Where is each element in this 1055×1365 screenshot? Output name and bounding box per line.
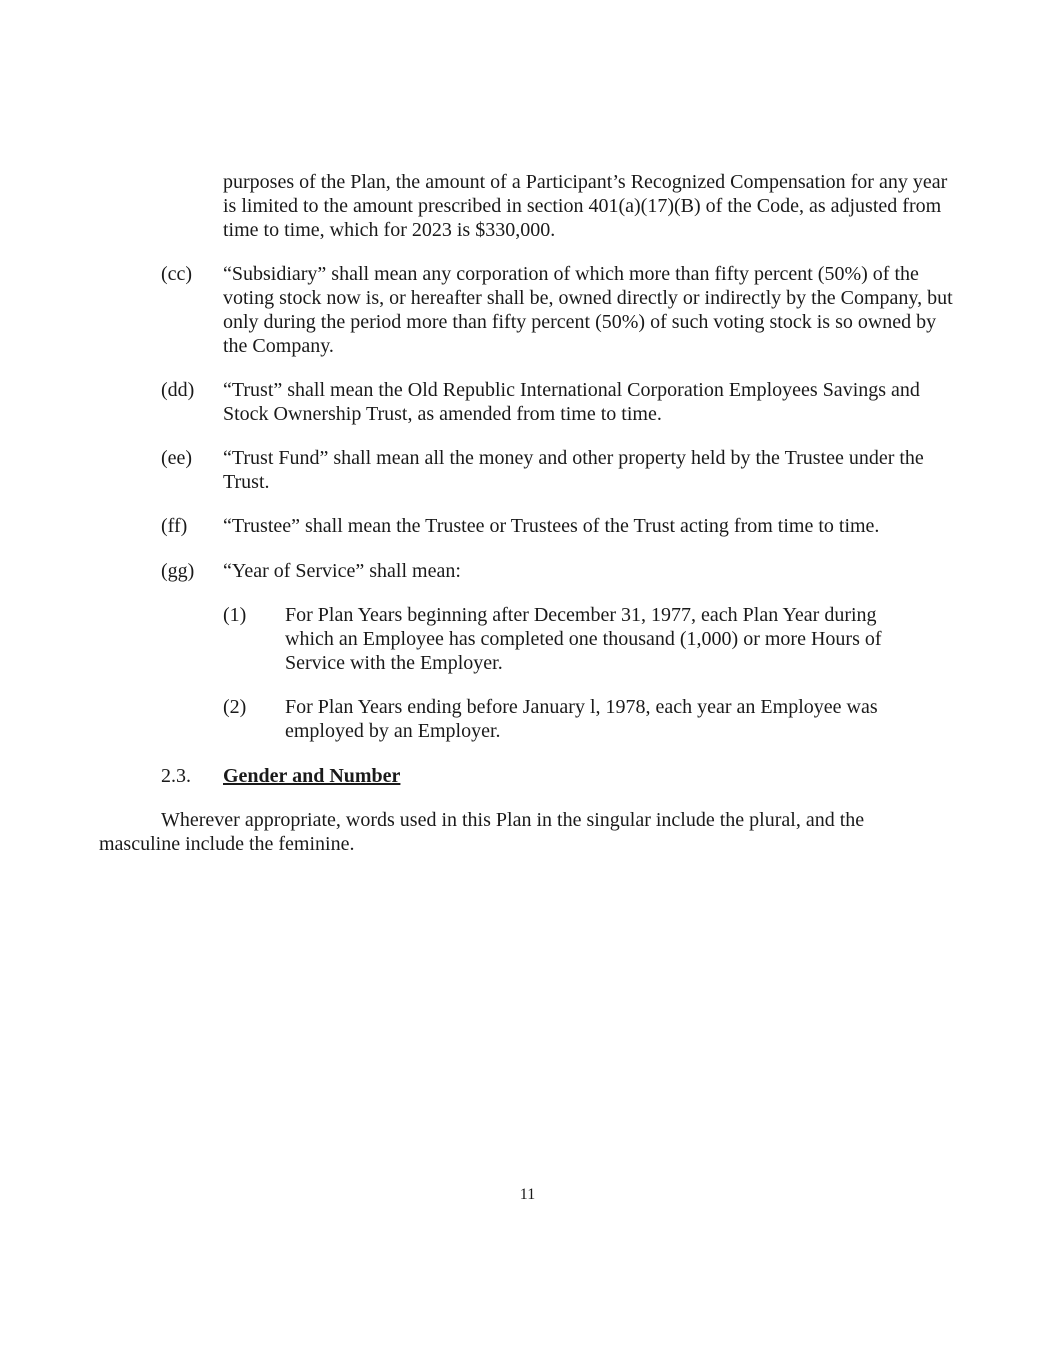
definition-label: (cc) <box>161 263 193 285</box>
sub-item-label: (1) <box>223 604 247 626</box>
section-body: Wherever appropriate, words used in this Plan in the singular include the plural, and the masculine include the feminine. <box>99 809 865 855</box>
continuation-paragraph: purposes of the Plan, the amount of a Participant’s Recognized Compensation for any year is limited to the amount prescribed in section 401(a)(17)(B) of the Code, as adjusted from time to time, which for 2023 is $330,000. <box>223 171 948 241</box>
definition-text: “Trust” shall mean the Old Republic International Corporation Employees Savings and Stock Ownership Trust, as amended from time to time. <box>223 379 920 425</box>
sub-item-label: (2) <box>223 696 247 718</box>
definition-text: “Trust Fund” shall mean all the money and other property held by the Trustee under the Trust. <box>223 447 924 493</box>
section-title: Gender and Number <box>223 765 401 787</box>
definition-label: (ee) <box>161 447 193 469</box>
page-number: 11 <box>519 1186 536 1203</box>
definition-text: “Subsidiary” shall mean any corporation of which more than fifty percent (50%) of the voting stock now is, or hereafter shall be, owned directly or indirectly by the Company, but only during the period more than fifty percent (50%) of such voting stock is so owned by the Company. <box>223 263 953 357</box>
section-number: 2.3. <box>161 765 191 787</box>
definition-text: “Year of Service” shall mean: <box>223 560 461 582</box>
sub-item-text: For Plan Years ending before January l, 1978, each year an Employee was employed by an Employer. <box>285 696 878 742</box>
definition-label: (dd) <box>161 379 195 401</box>
definition-label: (gg) <box>161 560 195 582</box>
definition-text: “Trustee” shall mean the Trustee or Trustees of the Trust acting from time to time. <box>223 515 880 537</box>
definition-label: (ff) <box>161 515 188 537</box>
sub-item-text: For Plan Years beginning after December 31, 1977, each Plan Year during which an Employee has completed one thousand (1,000) or more Hours of Service with the Employer. <box>285 604 882 674</box>
